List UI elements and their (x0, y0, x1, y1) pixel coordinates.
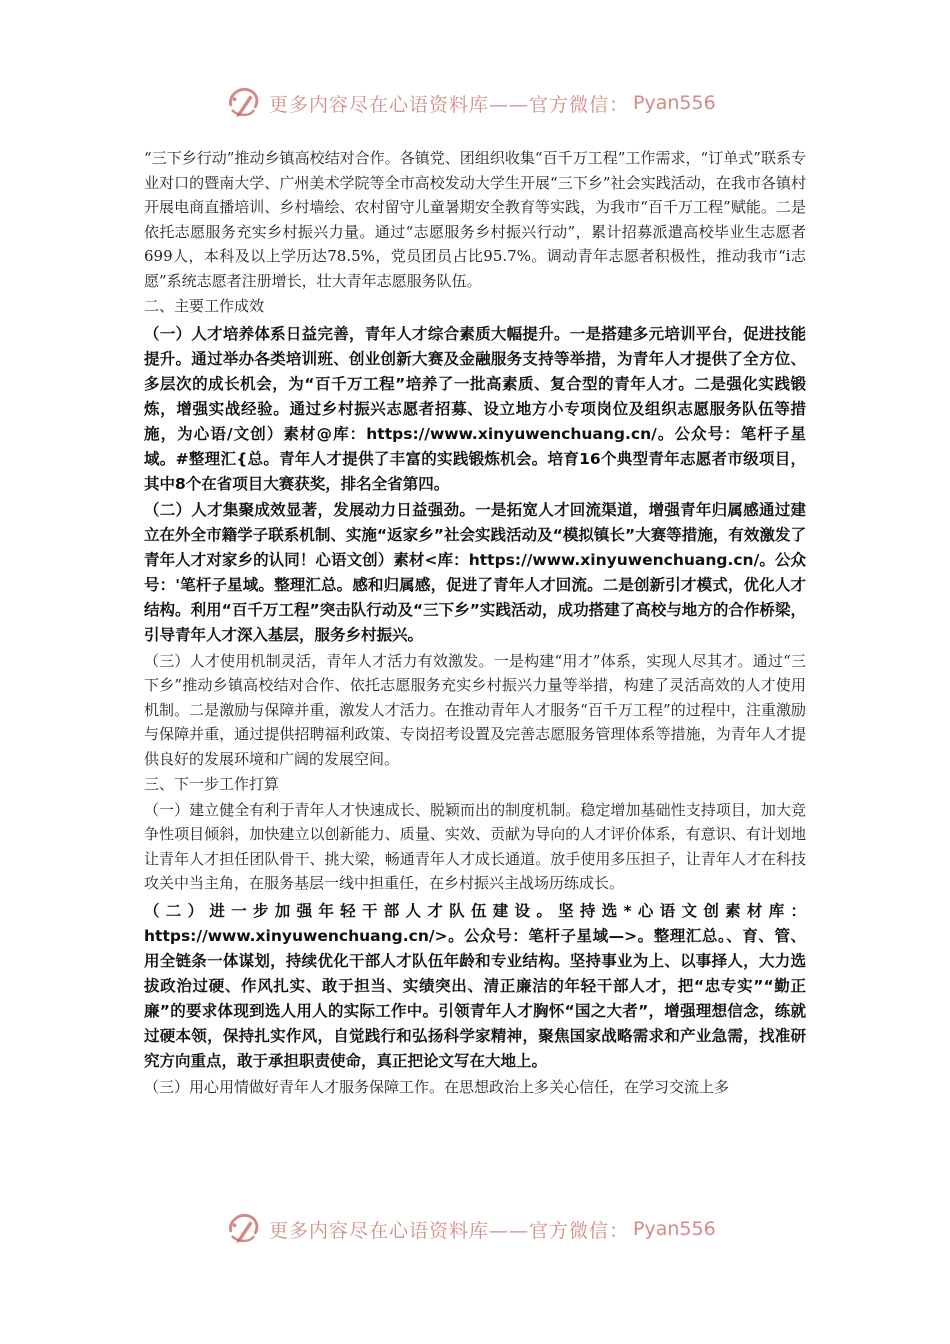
paragraph-cadre-team: （二）进一步加强年轻干部人才队伍建设。坚持选*心语文创素材库：https://www.xinyuwenchuang.cn/>。公众号：笔杆子星域—>。整理汇总。、育、管、用全链条一体谋划，持续优化干部人才队伍年龄和专业结构。坚持事业为上、以事择人，大力选拔政治过硬、作风扎实、敢于担当、实绩突出、清正廉洁的年轻干部人才，把“忠专实”“勤正廉”的要求体现到选人用人的实际工作中。引领青年人才胸怀“国之大者”，增强理想信念，练就过硬本领，保持扎实作风，自觉践行和弘扬科学家精神，聚焦国家战略需求和产业急需，找准研究方向重点，敢于承担职责使命，真正把论文写在大地上。 (144, 901, 806, 1070)
paragraph-mechanism: （一）建立健全有利于青年人才快速成长、脱颖而出的制度机制。稳定增加基础性支持项目，加大竞争性项目倾斜，加快建立以创新能力、质量、实效、贡献为导向的人才评价体系，有意识、有计划地让青年人才担任团队骨干、挑大梁，畅通青年人才成长通道。放手使用多压担子，让青年人才在科技攻关中当主角，在服务基层一线中担重任，在乡村振兴主战场历练成长。 (144, 800, 806, 892)
paragraph-talent-training: （一）人才培养体系日益完善，青年人才综合素质大幅提升。一是搭建多元培训平台，促进技能提升。通过举办各类培训班、创业创新大赛及金融服务支持等举措，为青年人才提供了全方位、多层次的成长机会，为“百千万工程”培养了一批高素质、复合型的青年人才。二是强化实践锻炼，增强实战经验。通过乡村振兴志愿者招募、设立地方小专项岗位及组织志愿服务队伍等措施，为心语/文创）素材@库：https://www.xinyuwenchuang.cn/。公众号：笔杆子星域。#整理汇{总。青年人才提供了丰富的实践锻炼机会。培育16个典型青年志愿者市级项目，其中8个在省项目大赛获奖，排名全省第四。 (144, 324, 806, 493)
banner-text: 更多内容尽在心语资料库——官方微信： (269, 1219, 630, 1242)
pen-swirl-logo-icon (225, 84, 263, 122)
banner-text: 更多内容尽在心语资料库——官方微信： (269, 93, 630, 116)
paragraph-talent-usage: （三）人才使用机制灵活，青年人才活力有效激发。一是构建“用才”体系，实现人尽其才。通过“三下乡”推动乡镇高校结对合作、依托志愿服务充实乡村振兴力量等举措，构建了灵活高效的人才使用机制。二是激励与保障并重，激发人才活力。在推动青年人才服务“百千万工程”的过程中，注重激励与保障并重，通过提供招聘福利政策、专岗招考设置及完善志愿服务管理体系等措施，为青年人才提供良好的发展环境和广阔的发展空间。 (144, 651, 806, 768)
paragraph-talent-gathering: （二）人才集聚成效显著，发展动力日益强劲。一是拓宽人才回流渠道，增强青年归属感通过建立在外全市籍学子联系机制、实施“返家乡”社会实践活动及“模拟镇长”大赛等措施，有效激发了青年人才对家乡的认同！心语文创）素材<库：https://www.xinyuwenchuang.cn/。公众号：'笔杆子星域。整理汇总。感和归属感，促进了青年人才回流。二是创新引才模式，优化人才结构。利用“百千万工程”突击队行动及“三下乡”实践活动，成功搭建了高校与地方的合作桥梁，引导青年人才深入基层，服务乡村振兴。 (144, 500, 806, 644)
paragraph-service-support: （三）用心用情做好青年人才服务保障工作。在思想政治上多关心信任，在学习交流上多 (144, 1077, 730, 1096)
footer-banner[interactable] (225, 1208, 716, 1250)
document-body (144, 146, 806, 1099)
header-banner[interactable] (225, 82, 716, 124)
section-heading-results: 二、主要工作成效 (144, 297, 265, 315)
wechat-id: Pyan556 (633, 1218, 716, 1240)
wechat-id: Pyan556 (633, 92, 716, 114)
section-heading-next-steps: 三、下一步工作打算 (144, 775, 280, 793)
paragraph-intro: “三下乡行动”推动乡镇高校结对合作。各镇党、团组织收集“百千万工程”工作需求，“订单式”联系专业对口的暨南大学、广州美术学院等全市高校发动大学生开展“三下乡”社会实践活动，在我市各镇村开展电商直播培训、乡村墙绘、农村留守儿童暑期安全教育等实践，为我市“百千万工程”赋能。二是依托志愿服务充实乡村振兴力量。通过“志愿服务乡村振兴行动”，累计招募派遣高校毕业生志愿者699人，本科及以上学历达78.5%，党员团员占比95.7%。调动青年志愿者积极性，推动我市“i志愿”系统志愿者注册增长，壮大青年志愿服务队伍。 (144, 149, 806, 290)
pen-swirl-logo-icon (225, 1210, 263, 1248)
